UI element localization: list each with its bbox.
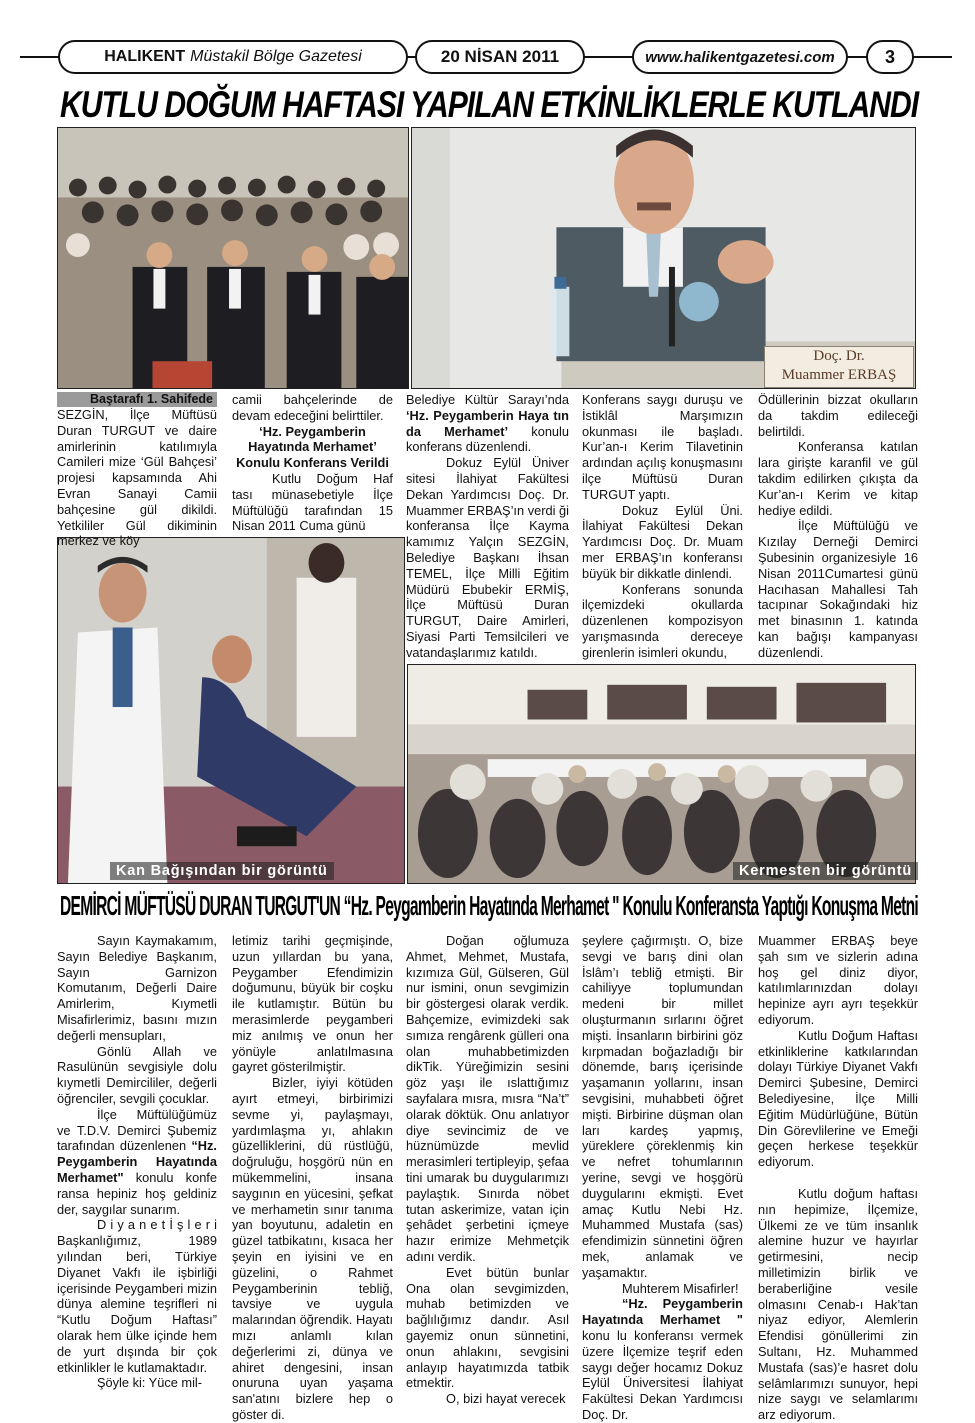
paragraph: Muhterem Misafirler! [622,1280,739,1296]
bazaar-photo-caption: Kermesten bir görüntü [733,862,918,880]
text-run: konulu konfe ransa hepiniz hoş geldiniz der, saygılar sunarım. [57,1169,217,1217]
header-rule [912,56,952,58]
paragraph [57,1107,217,1218]
paragraph: Muammer ERBAŞ beye şah sım ve sizlerin adına hoş gel diniz diyor, katılımlarınızdan dolayı hepinize ayrı ayrı teşekkür ediyorum. [758,933,918,1027]
paragraph: Sayın Kaymakamım, Sayın Belediye Başkanım, Sayın Garnizon Komutanım, Değerli Daire Amirlerim, Kıymetli Misafirlerimiz, basını mızın değerli mensupları, [57,933,217,1043]
nameplate-title: Doç. Dr. [813,348,865,364]
paper-subtitle: Müstakil Bölge Gazetesi [190,48,362,65]
conference-title: “Hz. Peygamberin Hayatında Merhamet " [582,1296,743,1328]
bazaar-photo-image [408,665,915,883]
conference-title: ‘Hz. Peygamberin Haya tın da Merhamet’ [406,407,569,439]
article1-column-1 [57,407,217,549]
article1-column-2 [232,392,393,534]
second-headline: DEMİRCİ MÜFTÜSÜ DURAN TURGUT'UN “Hz. Peygamberin Hayatında Merhamet " Konulu Konferansta Yaptığı Konuşma Metni [60,890,919,921]
paragraph: letimiz tarihi geçmişinde, uzun yıllardan bu yana, Peygamber Efendimizin doğumunu, büyük bir coşku ile kutlamıştır. Bütün bu merasimlerde peygamberi miz anılmış ve onun her yönüyle anlatılmasına gayret gösterilmiştir. [232,933,393,1075]
paragraph: İlçe Müftülüğü ve Kızılay Derneği Demirci Şubesinin organizesiyle 16 Nisan 2011Cumartesi günü Hacıhasan Mahallesi Tah tacıpınar Sokağındaki hiz met binasının 1. katında kan bağışı kampanyası düzenlendi. [758,518,918,660]
text-run: konu lu konferansı vermek üzere İlçemize teşrif eden saygı değer hocamız Dokuz Eylül Üniversitesi İlahiyat Fakültesi Dekan Yardımcısı Doç. Dr. [582,1327,743,1422]
paragraph: SEZGİN, İlçe Müftüsü Duran TURGUT ve daire amirlerinin katılımıyla Camileri mize ‘Gül Bahçesi’ projesi kapsamında Ahi Evran Sanayi Camii bahçesine gül dikildi. Yetkililer Gül dikiminin merkez ve köy [57,407,217,549]
audience-photo [57,127,409,389]
paragraph: camii bahçelerinde de devam edeceğini belirttiler. [232,392,393,423]
header-rule [20,56,60,58]
paragraph: şeylere çağırmıştı. O, bize sevgi ve barış dini olan İslâm’ı tebliğ etmişti. Bir cahiliyye toplumundan medeni bir millet oluşturmanın sırlarını öğret mişti. İnsanların birbirini göz kırpmadan boğazladığı bir dönemde, barış içerisinde yaşamanın yollarını, insan sevgisini, muhabbeti öğret mişti. Birbirine düşman olan ları kardeş yapmış, yüreklere çöreklenmiş kin ve nefret tohumlarının yerine, sevgi ve hoşgörü duygularını ekmişti. Evet amaç Kutlu Nebi Hz. Muhammed Mustafa (sas) efendimizin sünnetini öğren mek, anlamak ve yaşamaktır. [582,933,743,1280]
blood-photo-caption: Kan Bağışından bir görüntü [110,862,334,880]
article1-column-4 [582,392,743,661]
paragraph [406,392,569,455]
issue-date: 20 NİSAN 2011 [415,40,585,74]
paragraph: Evet bütün bunlar Ona olan sevgimizden, muhab betimizden ve bağlılığımız dandır. Asıl gayemiz onun sünnetini, onun ahlakını, sevgisini anlayıp hayatımızda tatbik etmektir. [406,1264,569,1391]
bazaar-photo [407,664,916,884]
article2-column-5 [758,933,918,1423]
blood-donation-photo-image [58,538,404,883]
blood-donation-photo [57,537,405,884]
header-rule [846,56,868,58]
paragraph: Ödüllerinin bizzat okulların da takdim edileceği belirtildi. [758,392,918,439]
paragraph: Doğan oğlumuza Ahmet, Mehmet, Mustafa, kızımıza Gül, Gülseren, Gül nur ismini, onun sevgimizin bir göstergesi olarak verdik. Bahçemize, evimizdeki sak sımıza rengârenk gülleri ona olan muhabbetimizden dikTik. Yüreğimizin sesini göz yaşı ile ıslattığımız sayfalara mısra, mısra “Na’t” olarak döktük. Onu anlatıyor diye sevincimiz de ve hüznümüzde mevlid merasimleri tertipleyip, şefaa tini umarak bu duygularımızı paylaştık. Sınırda nöbet tutan askerimize, vatan için şehâdet şerbetini içmeye hazır erimize Mehmetçik adını verdik. [406,933,569,1264]
main-headline: KUTLU DOĞUM HAFTASI YAPILAN ETKİNLİKLERLE KUTLANDI [60,84,919,125]
conference-title: “Hz. Peygamberin Hayatında Merhamet" [57,1138,217,1185]
website-url: www.halikentgazetesi.com [632,40,848,74]
paragraph: Kutlu doğum haftası nın hepimize, İlçemize, Ülkemi ze ve tüm insanlık alemine huzur ve hayırlar getirmesini, necip milletimizin birlik ve beraberliğine vesile olmasını Cenab-ı Hak’tan niyaz ediyor, Alemlerin Efendisi gönüllerimi zin Sultanı, Hz. Muhammed Mustafa (sas)’e hasret dolu selâmlarımızı sunuyor, hepi nize saygı ve selamlarımı arz ediyorum. [758,1185,918,1423]
paragraph: Konferans saygı duruşu ve İstiklâl Marşımızın okunması ile başladı. Kur’an-ı Kerim Tilavetinin ardından açılış konuşmasını ilçe Müftüsü Duran TURGUT yaptı. [582,392,743,502]
paper-name: HALIKENT [104,48,186,65]
speaker-nameplate [764,346,914,388]
continued-from-label: Baştarafı 1. Sahifede [57,392,217,407]
paragraph: Gönlü Allah ve Rasulünün sevgisiyle dolu kıymetli Demircililer, değerli öğrenciler, sevgili çocuklar. [57,1043,217,1106]
paragraph: Bizler, iyiyi kötüden ayırt etmeyi, birbirimizi sevme yi, paylaşmayı, yardımlaşma yı, ahlakın güzelliklerini, dü rüstlüğü, doğruluğu, hoşgörü nün en mükemmelini, insana saygının en yücesini, şefkat ve merhametin sınır tanıma yan boyutunu, adaletin en güzel tatbikatını, kısaca her şeyin en iyisini ve en güzelini, o Rahmet Peygamberinin tebliğ, tavsiye ve uygula malarından öğrendik. Hayatı mızı anlamlı kılan değerlerimi zi, dünya ve ahiret dengesini, insan onuruna uyan yaşama san'atını bizlere hep o göster di. [232,1075,393,1422]
text-run: konulu konferans düzenlendi. [406,423,570,455]
header-rule [583,56,635,58]
article2-column-3 [406,933,569,1407]
article2-column-2 [232,933,393,1423]
article2-column-1 [57,933,217,1391]
paragraph: Kutlu Doğum Haf tası münasebetiyle İlçe Müftülüğü tarafından 15 Nisan 2011 Cuma günü [232,470,393,534]
text-run: Belediye Kültür Sarayı’nda [406,392,569,407]
text-run: İlçe Müftülüğümüz ve T.D.V. Demirci Şubemiz tarafından düzenlenen [57,1106,217,1154]
audience-photo-image [58,128,408,388]
article2-column-4 [582,933,743,1423]
article1-column-3 [406,392,569,661]
subheading: ‘Hz. Peygamberin Hayatında Merhamet’ Konulu Konferans Verildi [236,423,389,471]
paragraph: Dokuz Eylül Üni. İlahiyat Fakültesi Dekan Yardımcısı Doç. Dr. Muam mer ERBAŞ’ın konferansı büyük bir dikkatle dinlendi. [582,502,743,581]
paragraph: D i y a n e t İ ş l e r i Başkanlığımız, 1989 yılından beri, Türkiye Diyanet Vakfı ile işbirliği içerisinde Peygamberi mizin dünya alemine teşrifleri ni “Kutlu Doğum Haftası” olarak hem ülke içinde hem de yurt dışında bir çok etkinlikler le kutlamaktadır. [57,1217,217,1375]
article1-column-5 [758,392,918,661]
paragraph: O, bizi hayat verecek [446,1391,566,1407]
nameplate-name: Muammer ERBAŞ [781,367,897,383]
paragraph [582,1296,743,1422]
paragraph: Dokuz Eylül Üniver sitesi İlahiyat Fakültesi Dekan Yardımcısı Doç. Dr. Muammer ERBAŞ’ın verdi ği konferansa İlçe Kayma kamımız Yalçın SEZGİN, Belediye Başkanı İhsan TEMEL, İlçe Milli Eğitim Müdürü Ebubekir ERMİŞ, İlçe Müftüsü Duran TURGUT, Daire Amirleri, Siyasi Parti Temsilcileri ve vatandaşlarımız katıldı. [406,455,569,660]
paragraph: Şöyle ki: Yüce mil- [97,1375,203,1391]
paragraph: Konferansa katılan lara girişte karanfil ve gül takdim edilirken çıkışta da Kur’an-ı Kerim ve kitap hediye edildi. [758,439,918,518]
paragraph: Kutlu Doğum Haftası etkinliklerine katkılarından dolayı Türkiye Diyanet Vakfı Demirci Şubesine, Demirci Belediyesine, İlçe Milli Eğitim Müdürlüğüne, Bütün Din Görevlilerine ve Emeği geçen herkese teşekkür ediyorum. [758,1027,918,1170]
masthead [58,40,408,74]
page-number: 3 [866,40,914,74]
paragraph: Konferans sonunda ilçemizdeki okullarda düzenlenen kompozisyon yarışmasında dereceye girenlerin isimleri okundu, [582,581,743,660]
